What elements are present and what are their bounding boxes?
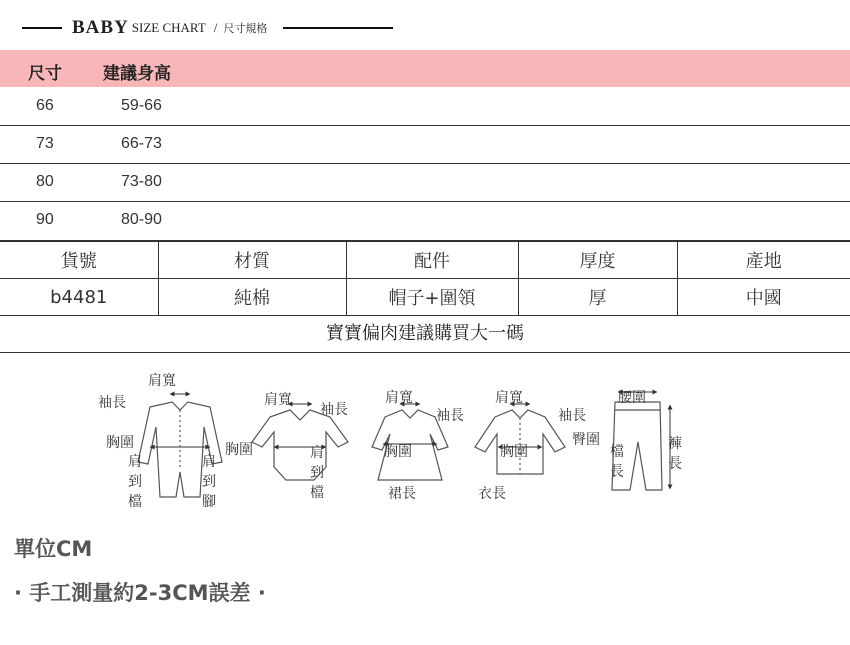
bodysuit-crotch-2: 到 — [310, 465, 324, 481]
error-note: · 手工測量約2-3CM誤差 · — [14, 581, 266, 605]
top-shoulder-label: 肩寬 — [495, 390, 523, 406]
height-cell: 59-66 — [121, 97, 162, 114]
size-chart-header — [22, 14, 393, 42]
column-size: 尺寸 — [28, 64, 62, 84]
pants-hip-label: 臀圍 — [572, 432, 600, 448]
brand-title: BABY — [72, 17, 129, 38]
size-cell: 73 — [36, 135, 54, 152]
header-subtitle: SIZE CHART — [131, 20, 206, 35]
dress-chest-label: 胸圍 — [384, 444, 412, 460]
info-header-row — [0, 241, 850, 279]
bodysuit-crotch-1: 肩 — [310, 445, 324, 461]
header-subtitle-zh: 尺寸規格 — [223, 22, 268, 35]
pants-rise-2: 長 — [610, 464, 624, 480]
size-table-header — [0, 50, 850, 87]
romper-crotch-2: 到 — [128, 474, 142, 490]
romper-foot-1: 肩 — [202, 454, 216, 470]
unit-label: 單位CM — [14, 537, 93, 561]
size-cell: 90 — [36, 211, 54, 228]
romper-crotch-3: 檔 — [128, 494, 142, 510]
measurement-diagram — [80, 362, 720, 512]
table-row — [0, 125, 850, 164]
header-accessories: 配件 — [346, 241, 518, 279]
romper-shoulder-label: 肩寬 — [148, 373, 176, 389]
header-origin: 產地 — [677, 241, 850, 279]
header-rule-right — [283, 27, 393, 29]
bodysuit-sleeve-label: 袖長 — [320, 402, 348, 418]
top-chest-label: 胸圍 — [500, 444, 528, 460]
top-length-label: 衣長 — [478, 486, 506, 502]
info-value-row — [0, 279, 850, 316]
dress-length-label: 裙長 — [388, 486, 416, 502]
height-cell: 66-73 — [121, 135, 162, 152]
bodysuit-shoulder-label: 肩寬 — [264, 392, 292, 408]
value-material: 純棉 — [158, 279, 346, 316]
pants-rise-1: 檔 — [610, 444, 624, 460]
romper-crotch-1: 肩 — [128, 454, 142, 470]
height-cell: 73-80 — [121, 173, 162, 190]
romper-sleeve-label: 袖長 — [98, 395, 126, 411]
pants-length-1: 褲 — [668, 436, 682, 452]
romper-foot-3: 腳 — [202, 494, 216, 510]
bodysuit-chest-label: 胸圍 — [225, 442, 253, 458]
bodysuit-crotch-3: 檔 — [310, 485, 324, 501]
dress-shoulder-label: 肩寬 — [385, 390, 413, 406]
value-accessories: 帽子+圍領 — [346, 279, 518, 316]
header-rule-left — [22, 27, 62, 29]
sizing-note: 寶寶偏肉建議購買大一碼 — [0, 315, 850, 353]
romper-foot-2: 到 — [202, 474, 216, 490]
value-item-no: b4481 — [0, 279, 158, 316]
table-row — [0, 163, 850, 202]
bodysuit-illustration — [252, 410, 348, 480]
romper-chest-label: 胸圍 — [106, 435, 134, 451]
header-material: 材質 — [158, 241, 346, 279]
height-cell: 80-90 — [121, 211, 162, 228]
size-cell: 80 — [36, 173, 54, 190]
dress-sleeve-label: 袖長 — [436, 408, 464, 424]
value-thickness: 厚 — [518, 279, 677, 316]
value-origin: 中國 — [677, 279, 850, 316]
top-illustration — [475, 410, 565, 474]
pants-length-2: 長 — [668, 456, 682, 472]
table-row — [0, 201, 850, 239]
pants-waist-label: 腰圍 — [618, 390, 646, 406]
header-item-no: 貨號 — [0, 241, 158, 279]
table-row — [0, 87, 850, 126]
product-info-table — [0, 240, 850, 316]
header-thickness: 厚度 — [518, 241, 677, 279]
header-separator: / — [213, 20, 218, 35]
size-cell: 66 — [36, 97, 54, 114]
column-height: 建議身高 — [103, 64, 171, 84]
top-sleeve-label: 袖長 — [558, 408, 586, 424]
